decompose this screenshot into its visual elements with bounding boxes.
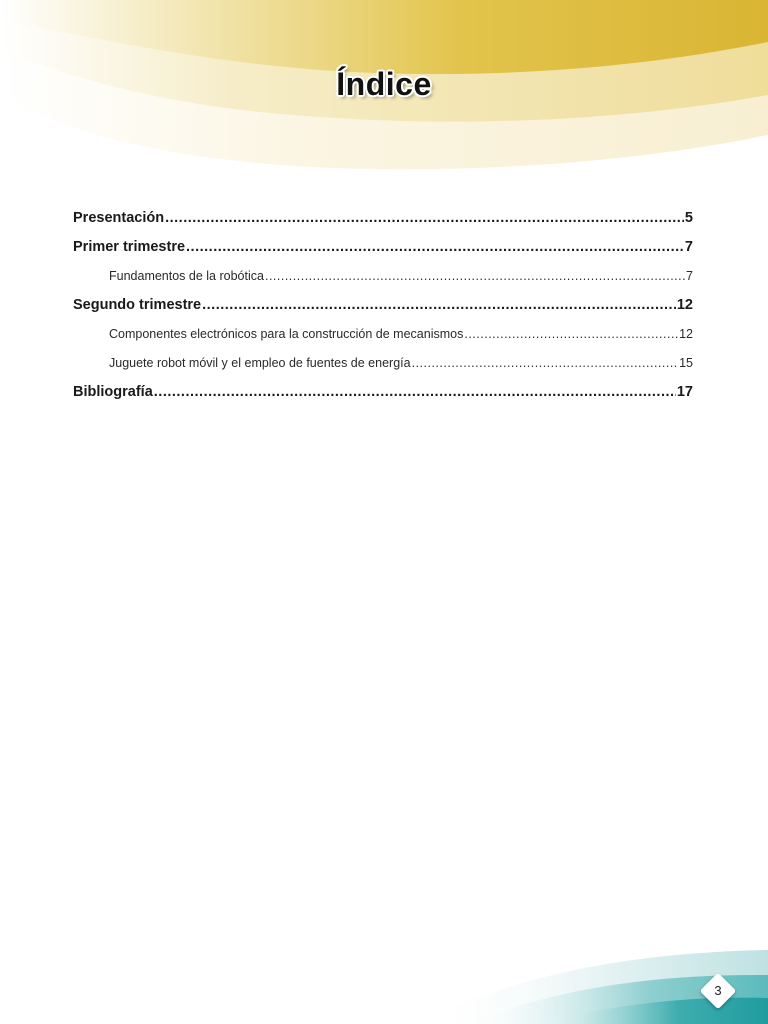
toc-entry[interactable]: [73, 235, 693, 264]
toc-leader-dots: [265, 264, 685, 288]
footer-decoration: [0, 930, 768, 1024]
toc-entry-label: Bibliografía: [73, 384, 153, 400]
toc-entry-label: Segundo trimestre: [73, 297, 202, 313]
toc-entry-label: Primer trimestre: [73, 239, 186, 255]
toc-entry[interactable]: [73, 206, 693, 235]
toc-entry-page: 15: [679, 356, 693, 370]
table-of-contents: [73, 206, 693, 409]
toc-entry-page: 5: [684, 210, 693, 226]
toc-leader-dots: [186, 235, 684, 259]
toc-entry-page: 12: [679, 327, 693, 341]
toc-entry[interactable]: [73, 293, 693, 322]
toc-subentry[interactable]: [73, 322, 693, 351]
toc-entry-label: Fundamentos de la robótica: [109, 269, 264, 283]
toc-entry-label: Componentes electrónicos para la construcción de mecanismos: [109, 327, 464, 341]
toc-entry-label: Juguete robot móvil y el empleo de fuentes de energía: [109, 356, 411, 370]
toc-leader-dots: [165, 206, 684, 230]
toc-leader-dots: [412, 351, 679, 375]
toc-leader-dots: [154, 380, 676, 404]
page-title: Índice: [336, 66, 432, 102]
toc-leader-dots: [202, 293, 676, 317]
toc-entry[interactable]: [73, 380, 693, 409]
page-number: 3: [714, 983, 722, 998]
toc-entry-page: 7: [684, 239, 693, 255]
toc-subentry[interactable]: [73, 264, 693, 293]
toc-entry-page: 17: [676, 384, 693, 400]
toc-entry-page: 12: [676, 297, 693, 313]
toc-leader-dots: [464, 322, 678, 346]
toc-subentry[interactable]: [73, 351, 693, 380]
page-number-badge: [700, 973, 736, 1009]
toc-entry-label: Presentación: [73, 210, 165, 226]
toc-entry-page: 7: [686, 269, 693, 283]
